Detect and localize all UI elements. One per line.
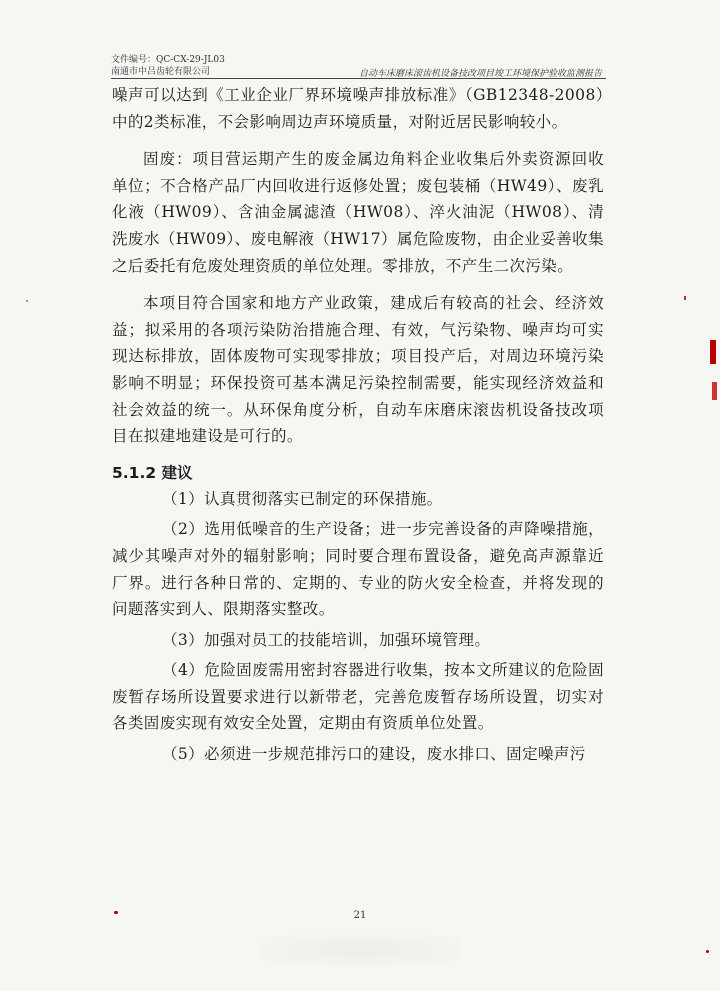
report-title: 自动车床磨床滚齿机设备技改项目竣工环境保护验收监测报告 <box>358 69 602 79</box>
suggestion-item-2: （2）选用低噪音的生产设备；进一步完善设备的声降噪措施，减少其噪声对外的辐射影响；同时要合理布置设备，避免高声源靠近厂界。进行各种日常的、定期的、专业的防火安全检查，并将发现的问题落实到人、限期落实整改。 <box>112 520 604 619</box>
page-number: 21 <box>353 910 367 921</box>
body-text <box>112 82 604 768</box>
header-rule <box>111 78 606 79</box>
scan-edge-mark <box>684 296 686 300</box>
section-heading: 5.1.2 建议 <box>112 463 193 482</box>
suggestion-item-1: （1）认真贯彻落实已制定的环保措施。 <box>162 489 443 508</box>
document-number: 文件编号：QC-CX-29-JL03 <box>111 55 225 65</box>
paragraph-noise: 噪声可以达到《工业企业厂界环境噪声排放标准》（GB12348-2008）中的2类标准，不会影响周边声环境质量，对附近居民影响较小。 <box>112 86 604 131</box>
suggestion-item-4: （4）危险固废需用密封容器进行收集，按本文所建议的危险固废暂存场所设置要求进行以新带老，完善危废暂存场所设置，切实对各类固废实现有效安全处置，定期由有资质单位处置。 <box>112 661 604 733</box>
paragraph-conclusion: 本项目符合国家和地方产业政策，建成后有较高的社会、经济效益；拟采用的各项污染防治措施合理、有效，气污染物、噪声均可实现达标排放，固体废物可实现零排放；项目投产后，对周边环境污染影响不明显；环保投资可基本满足污染控制需要，能实现经济效益和社会效益的统一。从环保角度分析，自动车床磨床滚齿机设备技改项目在拟建地建设是可行的。 <box>112 294 604 446</box>
header-left <box>111 54 225 78</box>
paragraph-solid-waste: 固废：项目营运期产生的废金属边角料企业收集后外卖资源回收单位；不合格产品厂内回收进行返修处置；废包装桶（HW49）、废乳化液（HW09）、含油金属滤渣（HW08）、淬火油泥（HW08）、清洗废水（HW09）、废电解液（HW17）属危险废物，由企业妥善收集之后委托有危废处理资质的单位处理。零排放，不产生二次污染。 <box>112 150 604 275</box>
company-name: 南通市中吕齿轮有限公司 <box>111 67 211 77</box>
suggestion-item-5: （5）必须进一步规范排污口的建设，废水排口、固定噪声污 <box>162 745 586 764</box>
scan-bleed-through <box>260 935 460 965</box>
scan-speck <box>26 300 28 302</box>
scan-edge-mark <box>712 382 717 400</box>
scan-red-speck <box>114 911 118 914</box>
scan-red-speck <box>706 950 709 953</box>
suggestion-item-3: （3）加强对员工的技能培训，加强环境管理。 <box>162 630 491 649</box>
scan-edge-mark <box>710 340 716 364</box>
